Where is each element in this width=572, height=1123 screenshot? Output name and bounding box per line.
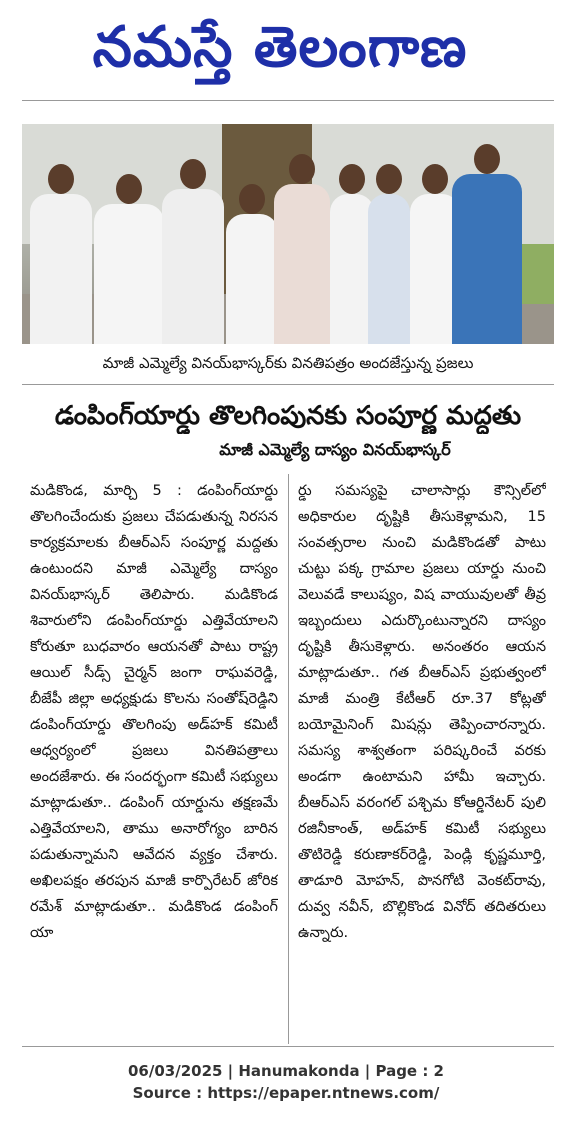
photo-caption: మాజీ ఎమ్మెల్యే వినయ్‌భాస్కర్‌కు వినతిపత్రం అందజేస్తున్న ప్రజలు xyxy=(102,354,474,372)
article-headline: డంపింగ్‌యార్డు తొలగింపునకు సంపూర్ణ మద్దతు xyxy=(54,401,522,431)
source-link[interactable]: Source : https://epaper.ntnews.com/ xyxy=(132,1084,440,1102)
news-photo xyxy=(22,124,554,344)
caption-divider xyxy=(22,384,554,385)
edition-info: 06/03/2025 | Hanumakonda | Page : 2 xyxy=(127,1062,444,1080)
masthead-divider xyxy=(22,100,554,101)
article-column-left xyxy=(30,478,278,1040)
column-divider xyxy=(288,474,289,1044)
footer-divider xyxy=(22,1046,554,1047)
article-column-right xyxy=(298,478,546,1040)
newspaper-masthead: నమస్తే తెలంగాణ xyxy=(92,14,468,80)
article-subhead: మాజీ ఎమ్మెల్యే దాస్యం వినయ్‌భాస్కర్ xyxy=(219,440,451,459)
article-text-right: ర్డు సమస్యపై చాలాసార్లు కౌన్సిల్‌లో అధికారుల దృష్టికి తీసుకెళ్లామని, 15 సంవత్సరాల నుంచి మడికొండతో పాటు చుట్టు పక్క గ్రామాల ప్రజలు యార్డు నుంచి వెలువడే కాలుష్యం, విష వాయువులతో తీవ్ర ఇబ్బందులు ఎదుర్కొంటున్నారని దాస్యం దృష్టికి తీసుకెళ్లారు. అనంతరం ఆయన మాట్లాడుతూ.. గత బీఆర్‌ఎస్ ప్రభుత్వంలో మాజీ మంత్రి కేటీఆర్ రూ.37 కోట్లతో బయోమైనింగ్ మిషన్లు తెప్పించారన్నారు. సమస్య శాశ్వతంగా పరిష్కరించే వరకు అండగా ఉంటామని హామీ ఇచ్చారు. బీఆర్‌ఎస్ వరంగల్ పశ్చిమ కోఆర్డినేటర్ పులి రజినీకాంత్, అడ్‌హక్ కమిటీ సభ్యులు తొటిరెడ్డి కరుణాకర్‌రెడ్డి, పెండ్లి కృష్ణమూర్తి, తాడూరి మోహన్, పొనగోటి వెంకట్‌రావు, దువ్వ నవీన్, బొల్లికొండ వినోద్ తదితరులు ఉన్నారు. xyxy=(298,483,546,941)
article-text-left: మడికొండ, మార్చి 5 : డంపింగ్‌యార్డు తొలగించేందుకు ప్రజలు చేపడుతున్న నిరసన కార్యక్రమాలకు బీఆర్‌ఎస్ సంపూర్ణ మద్దతు ఉంటుందని మాజీ ఎమ్మెల్యే దాస్యం వినయ్‌భాస్కర్ తెలిపారు. మడికొండ శివారులోని డంపింగ్‌యార్డు ఎత్తివేయాలని కోరుతూ బుధవారం ఆయనతో పాటు రాష్ట్ర ఆయిల్ సీడ్స్ చైర్మన్ జంగా రాఘవరెడ్డి, బీజేపీ జిల్లా అధ్యక్షుడు కొలను సంతోష్‌రెడ్డిని డంపింగ్‌యార్డు తొలగింపు అడ్‌హక్ కమిటీ ఆధ్వర్యంలో ప్రజలు వినతిపత్రాలు అందజేశారు. ఈ సందర్భంగా కమిటీ సభ్యులు మాట్లాడుతూ.. డంపింగ్ యార్డును తక్షణమే ఎత్తివేయాలని, తాము అనారోగ్యం బారిన పడుతున్నామని ఆవేదన వ్యక్తం చేశారు. అఖిలపక్షం తరపున మాజీ కార్పొరేటర్ జోరిక రమేశ్ మాట్లాడుతూ.. మడికొండ డంపింగ్ యా xyxy=(30,483,278,941)
